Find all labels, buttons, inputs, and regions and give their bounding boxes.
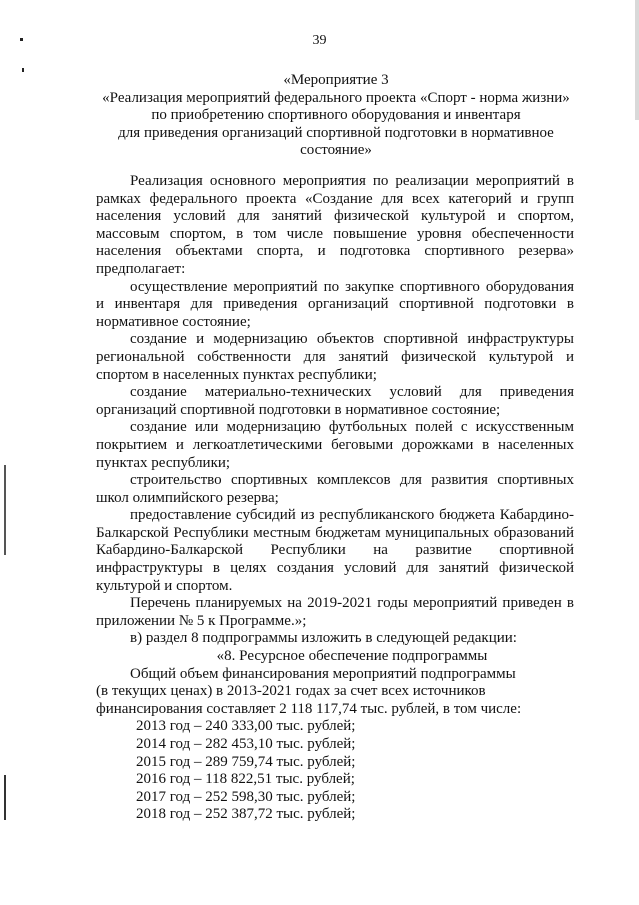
year-funding-item: 2015 год – 289 759,74 тыс. рублей;	[136, 753, 356, 770]
heading-line: состояние»	[300, 142, 372, 158]
year-funding-item: 2018 год – 252 387,72 тыс. рублей;	[136, 806, 356, 823]
heading-line: «Реализация мероприятий федерального проекта «Спорт - норма жизни»	[102, 89, 570, 106]
intro-paragraph: Реализация основного мероприятия по реализации мероприятий в рамках федерального проекта «Создание для всех категорий и групп населения условий для занятий физической культурой и спортом, массовым спортом, в том числе повышение уровня обеспеченности населения объектами спорта, и подготовка спортивного резерва» предполагает:	[96, 173, 574, 277]
heading-line: «Мероприятие 3	[283, 72, 389, 88]
year-funding-item: 2014 год – 282 453,10 тыс. рублей;	[136, 736, 356, 752]
page-number: 39	[312, 33, 327, 48]
measure-item: создание материально-технических условий для приведения организаций спортивной подготовки в нормативное состояние;	[96, 384, 574, 418]
yearly-funding-list	[96, 718, 574, 824]
heading-line: по приобретению спортивного оборудования и инвентаря	[151, 107, 521, 123]
body-text	[96, 173, 574, 824]
year-funding-item: 2017 год – 252 598,30 тыс. рублей;	[136, 788, 356, 805]
year-funding-item: 2016 год – 118 822,51 тыс. рублей;	[136, 771, 355, 788]
measure-item: предоставление субсидий из республиканского бюджета Кабардино-Балкарской Республики местным бюджетам муниципальных образований Кабардино-Балкарской Республики на развитие спортивной инфраструктуры в целях создания условий для занятий физической культурой и спортом.	[96, 507, 574, 594]
measure-item: строительство спортивных комплексов для развития спортивных школ олимпийского резерва;	[96, 472, 574, 506]
section-title: «8. Ресурсное обеспечение подпрограммы	[216, 648, 488, 665]
scan-margin-mark	[4, 465, 6, 555]
measure-item: создание и модернизацию объектов спортивной инфраструктуры региональной собственности для занятий физической культурой и спортом в населенных пунктах республики;	[96, 331, 574, 383]
year-funding-item: 2013 год – 240 333,00 тыс. рублей;	[136, 718, 356, 735]
measure-item: создание или модернизацию футбольных полей с искусственным покрытием и легкоатлетическими беговыми дорожками в населенных пунктах республики;	[96, 419, 574, 471]
measure-item: осуществление мероприятий по закупке спортивного оборудования и инвентаря для приведения организаций спортивной подготовки в нормативное состояние;	[96, 278, 574, 330]
scan-page-edge	[635, 0, 639, 120]
funding-line: (в текущих ценах) в 2013-2021 годах за счет всех источников	[96, 683, 486, 700]
heading-line: для приведения организаций спортивной подготовки в нормативное	[118, 124, 554, 141]
section-heading	[96, 72, 576, 160]
funding-line: Общий объем финансирования мероприятий подпрограммы	[130, 665, 516, 682]
funding-line: финансирования составляет 2 118 117,74 тыс. рублей, в том числе:	[96, 700, 522, 717]
section-b-instruction: в) раздел 8 подпрограммы изложить в следующей редакции:	[130, 630, 517, 647]
appendix-note: Перечень планируемых на 2019-2021 годы мероприятий приведен в приложении № 5 к Программе.»;	[96, 595, 574, 629]
scan-dot	[22, 68, 24, 72]
scan-margin-mark	[4, 775, 6, 820]
